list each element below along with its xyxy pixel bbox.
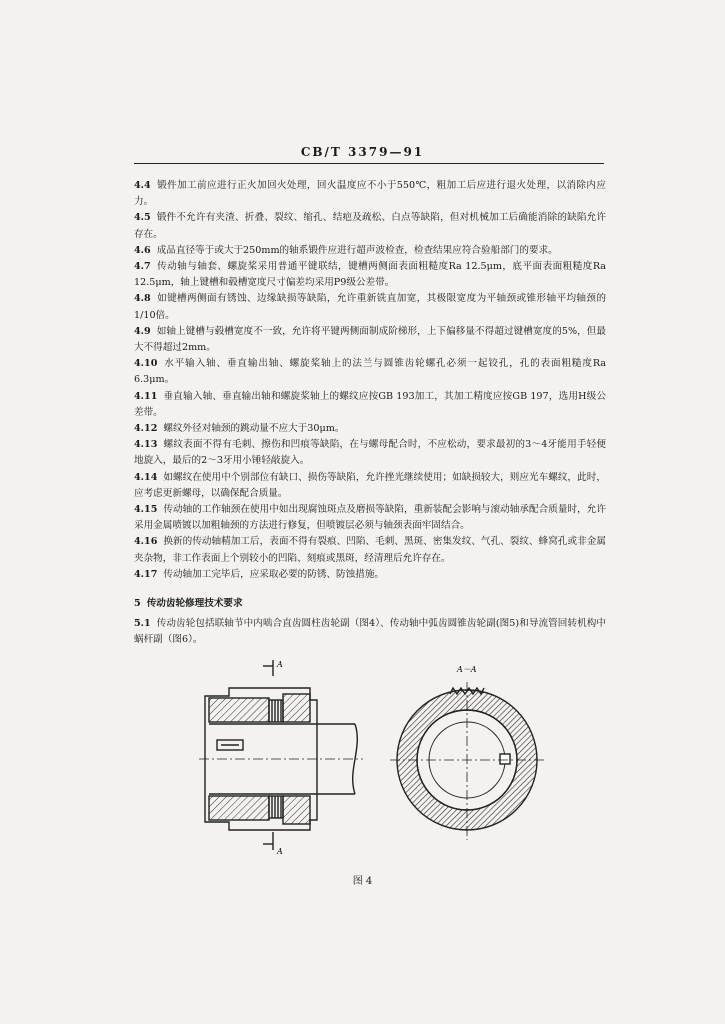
clause-4-12: 4.12 螺纹外径对轴颈的跳动量不应大于30μm。 xyxy=(134,423,345,435)
section-mark-top: A xyxy=(277,660,283,669)
header-rule xyxy=(134,163,604,164)
sectional-view xyxy=(199,660,363,850)
clause-4-13: 4.13 螺纹表面不得有毛刺、擦伤和凹痕等缺陷，在与螺母配合时，不应松动，要求最初的3～4牙能用手轻便地旋入，最后的2～3牙用小锤轻敲旋入。 xyxy=(134,439,606,467)
clause-4-17: 4.17 传动轴加工完毕后，应采取必要的防锈、防蚀措施。 xyxy=(134,568,385,580)
section-5-heading: 5 传动齿轮修理技术要求 xyxy=(134,598,243,610)
clause-4-5: 4.5 锻件不允许有夹渣、折叠、裂纹、缩孔、结疤及疏松、白点等缺陷，但对机械加工后确能消除的缺陷允许存在。 xyxy=(134,212,606,240)
section-view-label: A－A xyxy=(457,665,477,674)
cross-section-view xyxy=(390,682,545,840)
clause-5-1: 5.1 传动齿轮包括联轴节中内啮合直齿圆柱齿轮副（图4）、传动轴中弧齿圆锥齿轮副(图5)和导流管回转机构中蜗杆副（图6）。 xyxy=(134,618,606,646)
clause-4-6: 4.6 成品直径等于或大于250mm的轴系锻件应进行超声波检查，检查结果应符合验船部门的要求。 xyxy=(134,244,558,256)
clause-4-11: 4.11 垂直输入轴、垂直输出轴和螺旋桨轴上的螺纹应按GB 193加工，其加工精度应按GB 197，选用H级公差带。 xyxy=(134,390,606,418)
clause-4-9: 4.9 如轴上键槽与毂槽宽度不一致，允许将平键两侧面制成阶梯形，上下偏移量不得超过键槽宽度的5%，但最大不得超过2mm。 xyxy=(134,325,606,354)
body-text xyxy=(134,178,606,649)
clause-4-16: 4.16 换新的传动轴精加工后，表面不得有裂痕、凹陷、毛刺、黑斑、密集发纹、气孔、裂纹、蜂窝孔或非金属夹杂物，非工作表面上个别较小的凹陷、刻痕或黑斑，经清理后允许存在。 xyxy=(134,536,606,564)
clause-4-8: 4.8 如键槽两侧面有锈蚀、边缘缺损等缺陷，允许重新铣直加宽，其极限宽度为平轴颈或锥形轴平均轴颈的1/10倍。 xyxy=(134,293,606,321)
clause-4-10: 4.10 水平输入轴、垂直输出轴、螺旋桨轴上的法兰与圆锥齿轮螺孔必须一起铰孔，孔的表面粗糙度Ra 6.3μm。 xyxy=(134,358,606,386)
figure-caption: 图 4 xyxy=(352,876,373,887)
figure-4-drawing xyxy=(195,658,545,858)
gear-coupling-diagram xyxy=(195,658,545,858)
clause-4-14: 4.14 如螺纹在使用中个别部位有缺口、损伤等缺陷，允许挫光继续使用；如缺损较大，则应光车螺纹，此时，应考虑更新螺母，以确保配合质量。 xyxy=(134,471,606,499)
clause-4-7: 4.7 传动轴与轴套、螺旋桨采用普通平键联结，键槽两侧面表面粗糙度Ra 12.5μm，底平面表面粗糙度Ra 12.5μm，轴上键槽和毂槽宽度尺寸偏差均采用P9级公差带。 xyxy=(134,261,606,289)
clause-4-15: 4.15 传动轴的工作轴颈在使用中如出现腐蚀斑点及磨损等缺陷，重新装配会影响与滚动轴承配合质量时，允许采用金属喷镀以加粗轴颈的方法进行修复，但喷镀层必须与轴颈表面牢固结合。 xyxy=(134,504,606,532)
clause-4-4: 4.4 锻件加工前应进行正火加回火处理，回火温度应不小于550℃，粗加工后应进行退火处理，以消除内应力。 xyxy=(134,180,606,208)
section-mark-bottom: A xyxy=(277,847,283,856)
standard-code-header: CB/T 3379—91 xyxy=(300,145,425,159)
